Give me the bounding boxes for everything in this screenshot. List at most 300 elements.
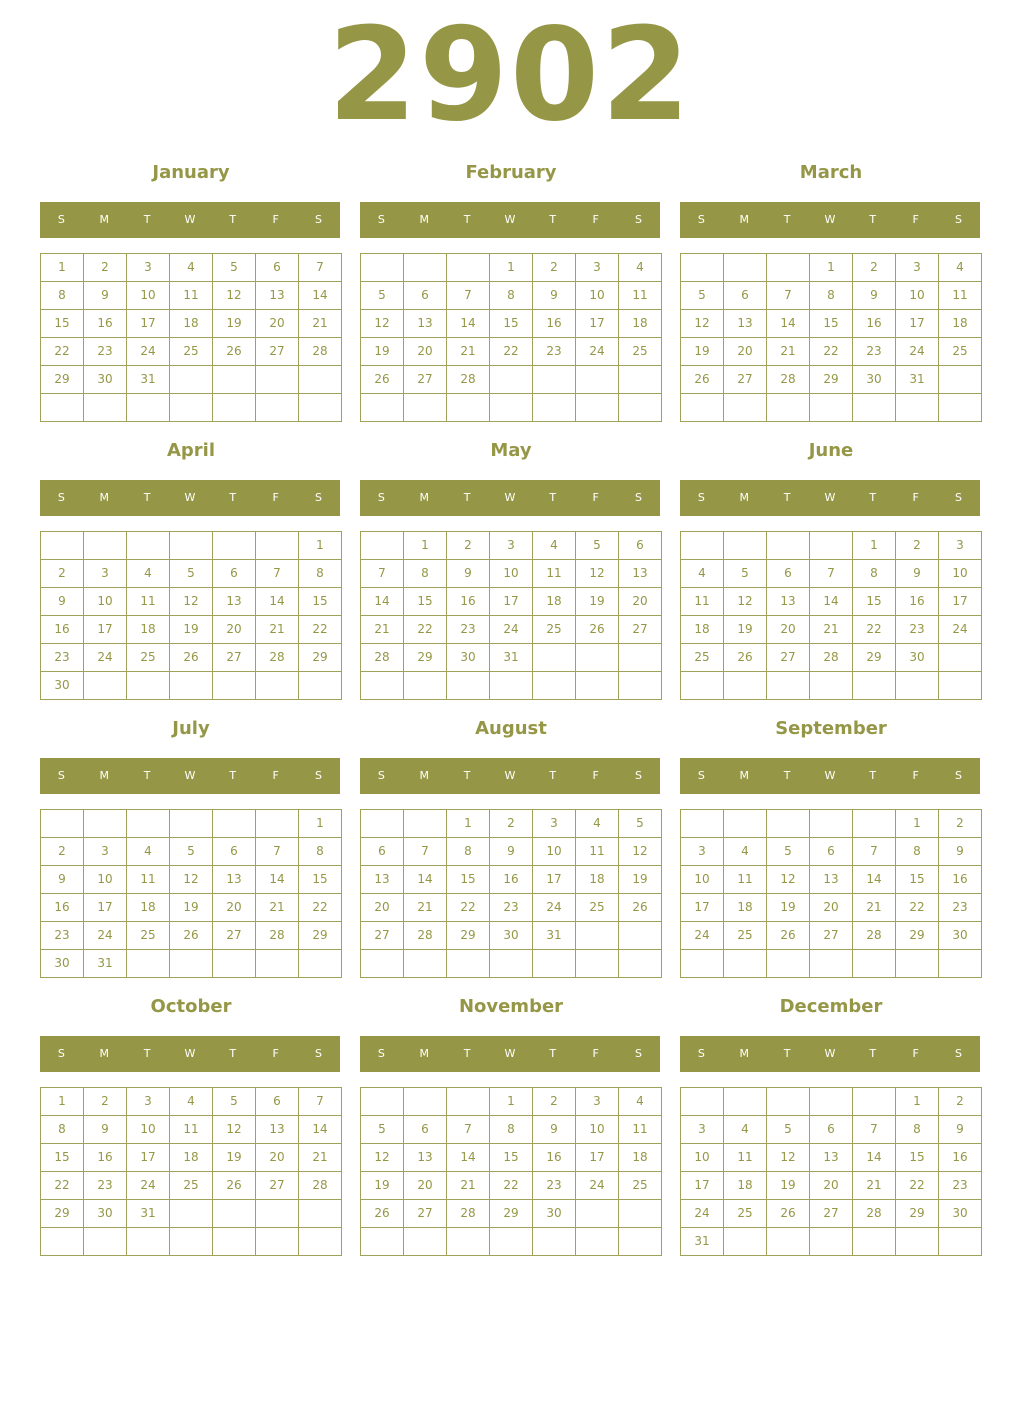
day-cell: 21 (256, 616, 299, 644)
day-cell: 30 (533, 1200, 576, 1228)
weekday-label: W (184, 491, 196, 504)
day-cell: 4 (170, 254, 213, 282)
day-cell: 10 (127, 1116, 170, 1144)
weekday-label: T (143, 491, 151, 504)
week-row (681, 616, 982, 644)
day-cell: 11 (619, 282, 662, 310)
day-cell: 3 (576, 1088, 619, 1116)
empty-day-cell (84, 672, 127, 700)
month-name: June (808, 440, 854, 461)
empty-day-cell (447, 672, 490, 700)
empty-day-cell (361, 532, 404, 560)
empty-day-cell (490, 366, 533, 394)
day-cell: 17 (127, 1144, 170, 1172)
empty-day-cell (490, 672, 533, 700)
day-cell: 19 (170, 616, 213, 644)
empty-day-cell (256, 810, 299, 838)
empty-day-cell (853, 394, 896, 422)
week-row (681, 866, 982, 894)
weekday-label: M (739, 1047, 750, 1060)
day-grid (360, 253, 662, 422)
day-cell: 21 (299, 310, 342, 338)
day-cell: 19 (724, 616, 767, 644)
week-row (361, 894, 662, 922)
day-cell: 3 (127, 1088, 170, 1116)
day-cell: 19 (576, 588, 619, 616)
week-row (41, 672, 342, 700)
week-row (361, 282, 662, 310)
day-cell: 20 (213, 894, 256, 922)
day-cell: 25 (724, 922, 767, 950)
day-cell: 30 (84, 1200, 127, 1228)
day-cell: 29 (299, 644, 342, 672)
day-cell: 9 (84, 1116, 127, 1144)
day-cell: 27 (256, 338, 299, 366)
day-cell: 14 (256, 588, 299, 616)
empty-day-cell (810, 950, 853, 978)
day-cell: 1 (299, 810, 342, 838)
day-cell: 1 (896, 810, 939, 838)
day-cell: 23 (41, 922, 84, 950)
day-cell: 10 (681, 866, 724, 894)
empty-day-cell (576, 672, 619, 700)
week-row (41, 894, 342, 922)
week-row (361, 1088, 662, 1116)
day-cell: 15 (490, 1144, 533, 1172)
day-cell: 28 (853, 922, 896, 950)
day-grid (40, 809, 342, 978)
day-cell: 16 (84, 1144, 127, 1172)
day-cell: 3 (533, 810, 576, 838)
weekday-label: S (314, 1047, 322, 1060)
day-cell: 16 (490, 866, 533, 894)
day-cell: 30 (41, 672, 84, 700)
empty-day-cell (939, 1228, 982, 1256)
day-cell: 5 (213, 254, 256, 282)
day-cell: 27 (724, 366, 767, 394)
week-row (41, 1088, 342, 1116)
day-cell: 27 (256, 1172, 299, 1200)
day-cell: 26 (170, 644, 213, 672)
empty-day-cell (361, 394, 404, 422)
day-cell: 23 (41, 644, 84, 672)
day-cell: 8 (896, 1116, 939, 1144)
empty-day-cell (127, 810, 170, 838)
day-cell: 11 (724, 866, 767, 894)
weekday-label: S (57, 1047, 65, 1060)
weekday-label: T (783, 491, 791, 504)
empty-day-cell (939, 366, 982, 394)
day-cell: 4 (533, 532, 576, 560)
day-cell: 1 (490, 1088, 533, 1116)
empty-day-cell (127, 532, 170, 560)
day-cell: 8 (41, 1116, 84, 1144)
day-cell: 12 (619, 838, 662, 866)
day-cell: 26 (361, 366, 404, 394)
day-cell: 11 (127, 588, 170, 616)
month-name: August (475, 718, 547, 739)
week-row (41, 950, 342, 978)
day-cell: 19 (213, 1144, 256, 1172)
day-cell: 26 (213, 338, 256, 366)
day-cell: 27 (810, 1200, 853, 1228)
empty-day-cell (767, 810, 810, 838)
day-cell: 15 (404, 588, 447, 616)
day-cell: 12 (213, 1116, 256, 1144)
day-cell: 17 (576, 1144, 619, 1172)
day-cell: 22 (490, 338, 533, 366)
week-row (41, 394, 342, 422)
day-cell: 8 (299, 838, 342, 866)
weekday-label: T (229, 769, 237, 782)
empty-day-cell (853, 1228, 896, 1256)
day-cell: 26 (619, 894, 662, 922)
empty-day-cell (447, 254, 490, 282)
empty-day-cell (619, 672, 662, 700)
day-cell: 3 (896, 254, 939, 282)
day-cell: 12 (724, 588, 767, 616)
day-cell: 4 (170, 1088, 213, 1116)
empty-day-cell (681, 394, 724, 422)
day-cell: 29 (41, 366, 84, 394)
empty-day-cell (41, 1228, 84, 1256)
day-cell: 4 (576, 810, 619, 838)
day-cell: 25 (619, 338, 662, 366)
day-cell: 25 (724, 1200, 767, 1228)
weekday-label: W (824, 1047, 836, 1060)
empty-day-cell (767, 1228, 810, 1256)
empty-day-cell (256, 532, 299, 560)
week-row (361, 922, 662, 950)
month-name: October (150, 996, 232, 1017)
day-cell: 18 (681, 616, 724, 644)
day-grid (680, 253, 982, 422)
day-cell: 26 (361, 1200, 404, 1228)
weekday-label: T (783, 213, 791, 226)
day-cell: 7 (810, 560, 853, 588)
day-cell: 25 (533, 616, 576, 644)
day-cell: 16 (939, 866, 982, 894)
day-cell: 23 (84, 338, 127, 366)
empty-day-cell (256, 366, 299, 394)
weekday-label: F (272, 1047, 279, 1060)
day-cell: 6 (810, 1116, 853, 1144)
day-cell: 16 (533, 310, 576, 338)
day-cell: 31 (896, 366, 939, 394)
day-cell: 14 (447, 1144, 490, 1172)
week-row (681, 1116, 982, 1144)
week-row (361, 532, 662, 560)
weekday-label: S (57, 491, 65, 504)
day-cell: 31 (681, 1228, 724, 1256)
day-cell: 10 (576, 282, 619, 310)
weekday-label: T (143, 213, 151, 226)
weekday-label: S (954, 491, 962, 504)
empty-day-cell (533, 394, 576, 422)
week-row (681, 838, 982, 866)
day-cell: 7 (256, 838, 299, 866)
day-cell: 26 (724, 644, 767, 672)
weekday-label: T (783, 1047, 791, 1060)
day-cell: 29 (853, 644, 896, 672)
week-row (681, 282, 982, 310)
empty-day-cell (41, 810, 84, 838)
day-cell: 24 (533, 894, 576, 922)
empty-day-cell (810, 532, 853, 560)
day-cell: 15 (896, 866, 939, 894)
empty-day-cell (213, 950, 256, 978)
empty-day-cell (361, 254, 404, 282)
day-cell: 2 (939, 810, 982, 838)
day-cell: 22 (41, 1172, 84, 1200)
empty-day-cell (533, 950, 576, 978)
empty-day-cell (361, 950, 404, 978)
day-cell: 20 (810, 894, 853, 922)
day-cell: 8 (404, 560, 447, 588)
week-row (41, 1200, 342, 1228)
empty-day-cell (681, 950, 724, 978)
empty-day-cell (170, 672, 213, 700)
weekday-label: T (463, 769, 471, 782)
day-cell: 6 (213, 838, 256, 866)
day-cell: 16 (41, 894, 84, 922)
day-cell: 7 (404, 838, 447, 866)
empty-day-cell (447, 950, 490, 978)
week-row (361, 560, 662, 588)
day-cell: 3 (84, 838, 127, 866)
day-grid (680, 531, 982, 700)
weekday-label: T (463, 491, 471, 504)
day-cell: 24 (576, 338, 619, 366)
day-cell: 5 (681, 282, 724, 310)
day-cell: 23 (896, 616, 939, 644)
day-cell: 7 (853, 1116, 896, 1144)
day-cell: 7 (853, 838, 896, 866)
week-row (361, 644, 662, 672)
day-cell: 8 (447, 838, 490, 866)
week-row (681, 1228, 982, 1256)
day-cell: 10 (490, 560, 533, 588)
empty-day-cell (170, 950, 213, 978)
day-cell: 30 (447, 644, 490, 672)
week-row (681, 310, 982, 338)
empty-day-cell (619, 1200, 662, 1228)
day-cell: 29 (299, 922, 342, 950)
day-cell: 18 (170, 1144, 213, 1172)
day-cell: 1 (41, 1088, 84, 1116)
weekday-label: S (377, 1047, 385, 1060)
day-cell: 12 (576, 560, 619, 588)
weekday-label: M (419, 769, 430, 782)
week-row (361, 310, 662, 338)
week-row (681, 672, 982, 700)
day-cell: 20 (256, 310, 299, 338)
day-cell: 10 (127, 282, 170, 310)
day-cell: 9 (896, 560, 939, 588)
day-cell: 27 (361, 922, 404, 950)
empty-day-cell (724, 672, 767, 700)
day-cell: 13 (810, 1144, 853, 1172)
empty-day-cell (576, 394, 619, 422)
weekday-label: S (954, 769, 962, 782)
weekday-label: F (912, 1047, 919, 1060)
empty-day-cell (84, 394, 127, 422)
day-cell: 28 (447, 366, 490, 394)
weekday-label: S (954, 213, 962, 226)
day-cell: 25 (576, 894, 619, 922)
day-cell: 11 (533, 560, 576, 588)
week-row (361, 1144, 662, 1172)
week-row (41, 838, 342, 866)
empty-day-cell (404, 254, 447, 282)
month-name: April (166, 440, 216, 461)
empty-day-cell (361, 1088, 404, 1116)
day-cell: 26 (576, 616, 619, 644)
weekday-label: S (634, 1047, 642, 1060)
empty-day-cell (724, 254, 767, 282)
day-cell: 17 (896, 310, 939, 338)
day-cell: 5 (767, 838, 810, 866)
day-cell: 6 (404, 1116, 447, 1144)
weekday-label: T (549, 769, 557, 782)
day-cell: 8 (810, 282, 853, 310)
day-cell: 18 (724, 1172, 767, 1200)
day-cell: 11 (619, 1116, 662, 1144)
day-cell: 11 (939, 282, 982, 310)
day-cell: 7 (447, 282, 490, 310)
day-cell: 21 (853, 894, 896, 922)
empty-day-cell (939, 394, 982, 422)
empty-day-cell (896, 394, 939, 422)
week-row (681, 810, 982, 838)
day-cell: 18 (127, 616, 170, 644)
empty-day-cell (810, 1088, 853, 1116)
day-cell: 30 (490, 922, 533, 950)
day-cell: 1 (810, 254, 853, 282)
week-row (361, 866, 662, 894)
day-cell: 24 (896, 338, 939, 366)
year-title: 2902 (327, 1, 693, 150)
day-cell: 24 (576, 1172, 619, 1200)
day-cell: 27 (213, 644, 256, 672)
week-row (681, 950, 982, 978)
day-cell: 15 (810, 310, 853, 338)
day-cell: 17 (576, 310, 619, 338)
day-cell: 27 (404, 1200, 447, 1228)
day-cell: 6 (724, 282, 767, 310)
day-cell: 11 (170, 282, 213, 310)
weekday-label: T (869, 491, 877, 504)
day-cell: 9 (84, 282, 127, 310)
weekday-label: S (314, 769, 322, 782)
empty-day-cell (170, 810, 213, 838)
day-cell: 16 (533, 1144, 576, 1172)
empty-day-cell (299, 366, 342, 394)
day-cell: 2 (533, 1088, 576, 1116)
empty-day-cell (213, 1200, 256, 1228)
day-cell: 16 (853, 310, 896, 338)
day-cell: 14 (361, 588, 404, 616)
weekday-label: S (634, 491, 642, 504)
day-cell: 23 (853, 338, 896, 366)
week-row (41, 616, 342, 644)
empty-day-cell (84, 810, 127, 838)
day-cell: 15 (447, 866, 490, 894)
weekday-label: S (57, 213, 65, 226)
day-cell: 25 (681, 644, 724, 672)
empty-day-cell (447, 1228, 490, 1256)
weekday-label: F (592, 769, 599, 782)
day-cell: 30 (853, 366, 896, 394)
day-cell: 3 (490, 532, 533, 560)
day-cell: 12 (767, 866, 810, 894)
weekday-label: M (99, 1047, 110, 1060)
empty-day-cell (939, 950, 982, 978)
day-cell: 20 (619, 588, 662, 616)
day-cell: 25 (939, 338, 982, 366)
day-cell: 26 (213, 1172, 256, 1200)
day-cell: 8 (490, 1116, 533, 1144)
weekday-label: M (419, 213, 430, 226)
empty-day-cell (404, 1228, 447, 1256)
day-cell: 1 (299, 532, 342, 560)
empty-day-cell (256, 950, 299, 978)
day-cell: 1 (41, 254, 84, 282)
day-cell: 26 (767, 922, 810, 950)
day-cell: 28 (853, 1200, 896, 1228)
weekday-label: S (314, 491, 322, 504)
weekday-label: F (272, 213, 279, 226)
empty-day-cell (853, 672, 896, 700)
day-cell: 15 (490, 310, 533, 338)
day-cell: 18 (619, 310, 662, 338)
day-cell: 20 (810, 1172, 853, 1200)
day-cell: 30 (41, 950, 84, 978)
day-cell: 9 (533, 1116, 576, 1144)
day-cell: 6 (619, 532, 662, 560)
day-cell: 22 (853, 616, 896, 644)
day-cell: 30 (84, 366, 127, 394)
day-cell: 28 (299, 1172, 342, 1200)
week-row (41, 1172, 342, 1200)
empty-day-cell (533, 366, 576, 394)
day-cell: 31 (127, 366, 170, 394)
day-cell: 5 (170, 838, 213, 866)
day-cell: 2 (939, 1088, 982, 1116)
weekday-label: S (697, 769, 705, 782)
empty-day-cell (299, 672, 342, 700)
weekday-header (360, 480, 660, 516)
empty-day-cell (767, 1088, 810, 1116)
day-grid (360, 1087, 662, 1256)
day-grid (40, 1087, 342, 1256)
week-row (41, 1116, 342, 1144)
day-cell: 2 (533, 254, 576, 282)
empty-day-cell (681, 254, 724, 282)
day-cell: 14 (853, 1144, 896, 1172)
day-cell: 3 (127, 254, 170, 282)
month-name: February (465, 162, 557, 183)
weekday-header (360, 1036, 660, 1072)
weekday-label: T (143, 1047, 151, 1060)
empty-day-cell (724, 810, 767, 838)
empty-day-cell (361, 1228, 404, 1256)
day-cell: 7 (767, 282, 810, 310)
day-cell: 12 (361, 1144, 404, 1172)
weekday-label: S (697, 213, 705, 226)
day-cell: 23 (533, 1172, 576, 1200)
day-cell: 6 (404, 282, 447, 310)
